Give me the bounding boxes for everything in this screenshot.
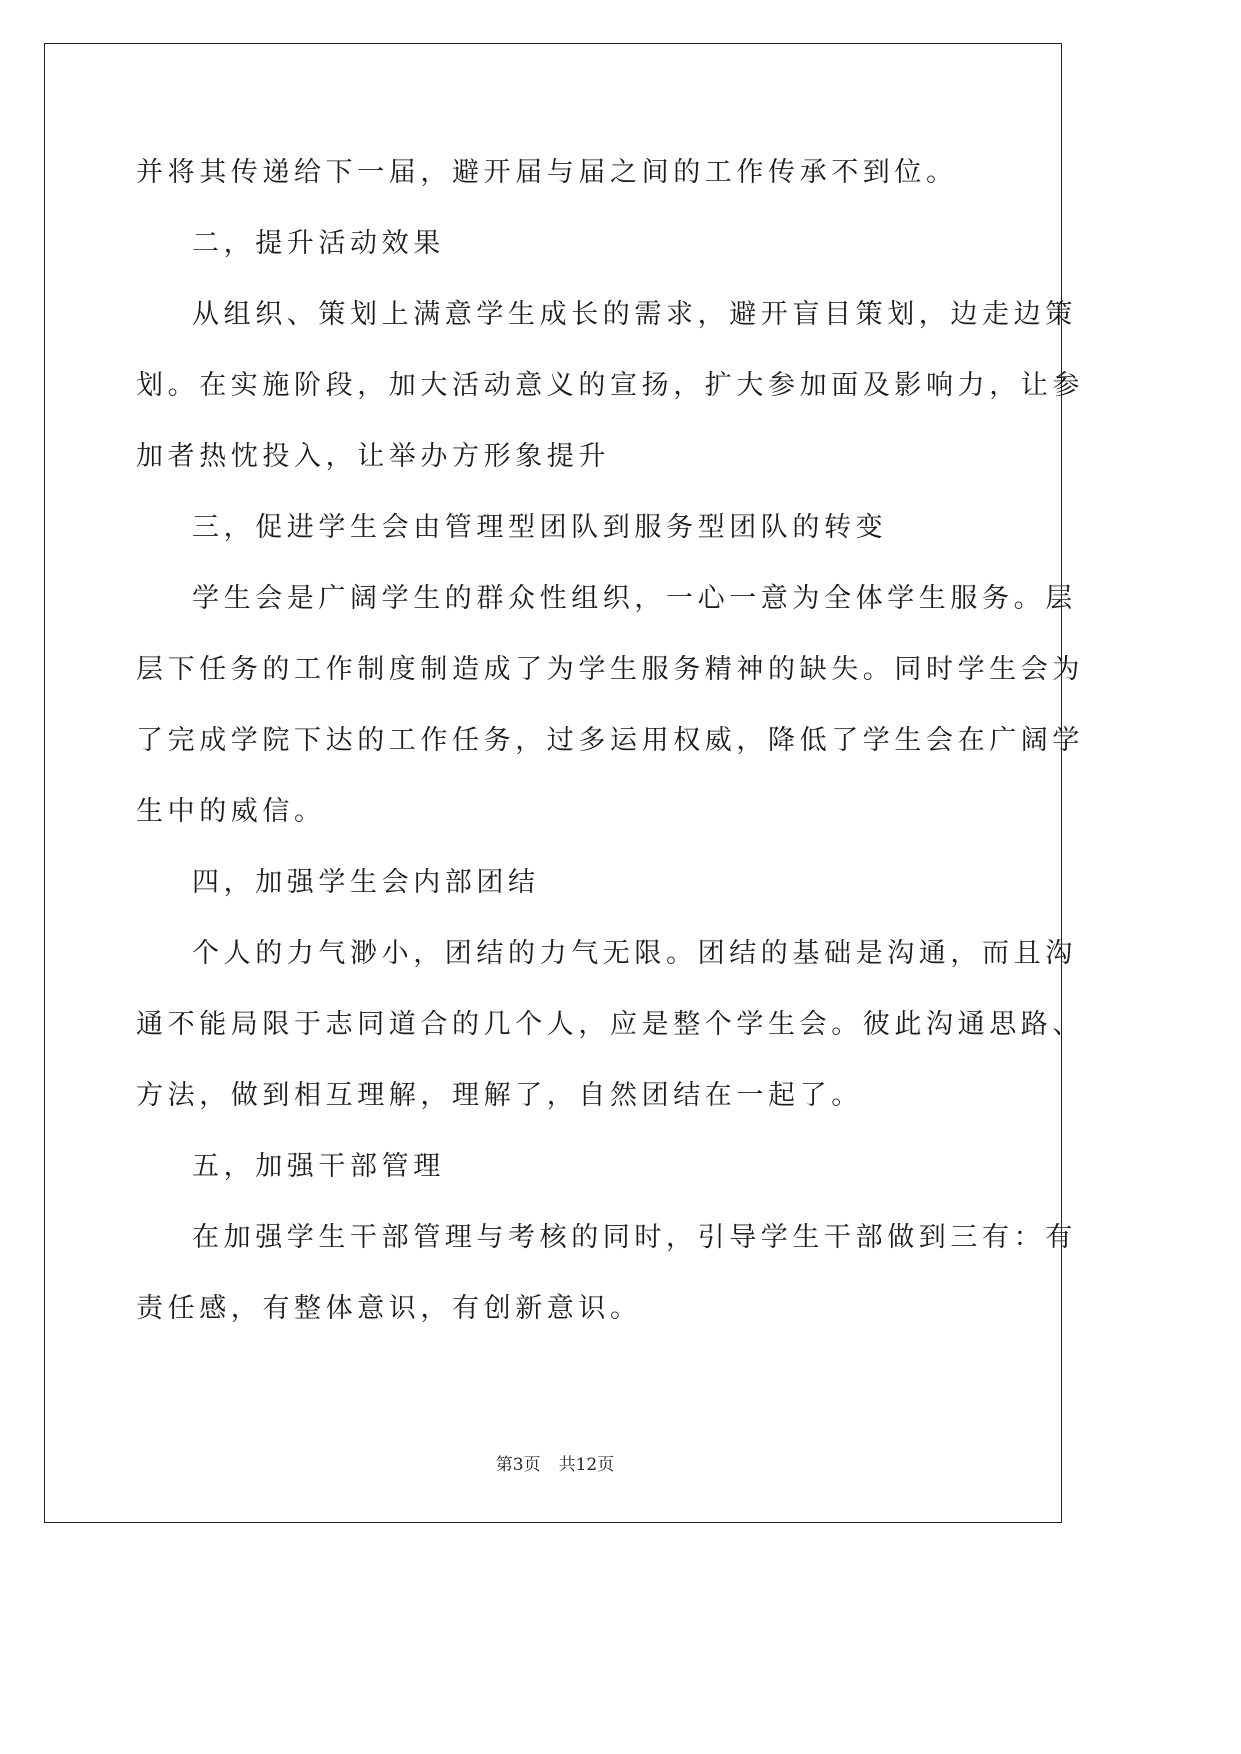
body-line: 在加强学生干部管理与考核的同时，引导学生干部做到三有：有 [192, 1222, 1077, 1253]
body-line: 通不能局限于志同道合的几个人，应是整个学生会。彼此沟通思路、 [136, 1009, 1084, 1040]
body-line: 并将其传递给下一届，避开届与届之间的工作传承不到位。 [136, 157, 958, 188]
section-heading-2: 二，提升活动效果 [192, 228, 445, 259]
body-line: 划。在实施阶段，加大活动意义的宣扬，扩大参加面及影响力，让参 [136, 370, 1084, 401]
page-total: 共12页 [558, 1455, 615, 1475]
body-line: 方法，做到相互理解，理解了，自然团结在一起了。 [136, 1080, 863, 1111]
body-line: 生中的威信。 [136, 796, 326, 827]
section-heading-4: 四，加强学生会内部团结 [192, 867, 540, 898]
body-line: 从组织、策划上满意学生成长的需求，避开盲目策划，边走边策 [192, 299, 1077, 330]
body-line: 层下任务的工作制度制造成了为学生服务精神的缺失。同时学生会为 [136, 654, 1084, 685]
section-heading-3: 三，促进学生会由管理型团队到服务型团队的转变 [192, 512, 888, 543]
section-heading-5: 五，加强干部管理 [192, 1151, 445, 1182]
body-line: 责任感，有整体意识，有创新意识。 [136, 1293, 642, 1324]
body-line: 加者热忱投入，让举办方形象提升 [136, 441, 610, 472]
page-footer [0, 1453, 1110, 1477]
body-line: 学生会是广阔学生的群众性组织，一心一意为全体学生服务。层 [192, 583, 1077, 614]
body-line: 了完成学院下达的工作任务，过多运用权威，降低了学生会在广阔学 [136, 725, 1084, 756]
page-number: 第3页 [495, 1455, 541, 1475]
body-line: 个人的力气渺小，团结的力气无限。团结的基础是沟通，而且沟 [192, 938, 1077, 969]
